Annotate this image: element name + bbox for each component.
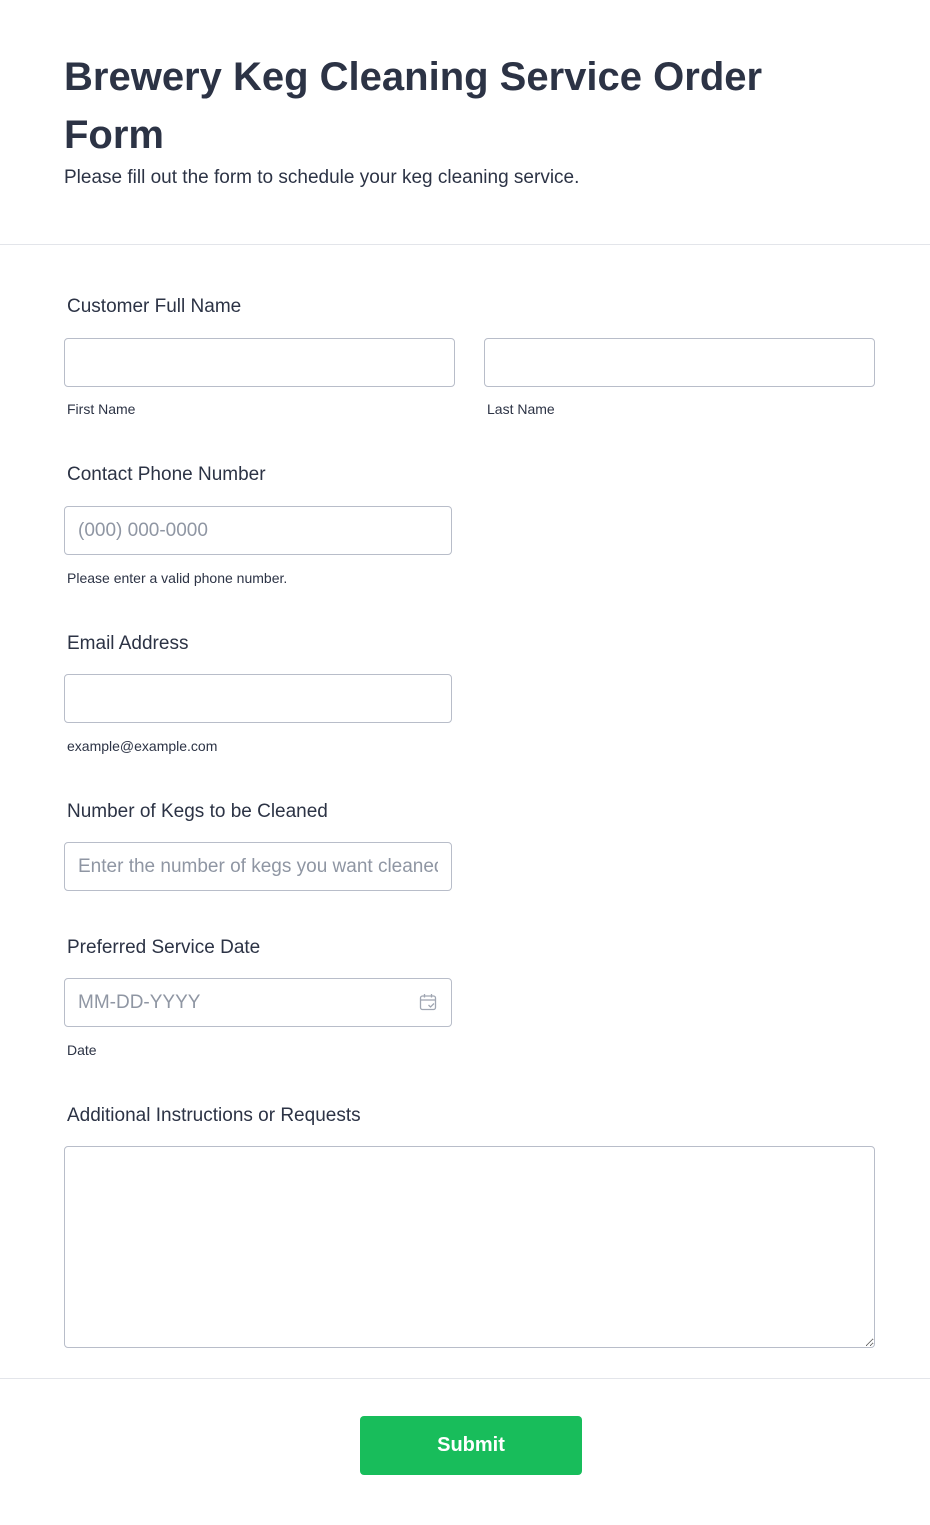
header-divider (0, 244, 930, 245)
full-name-label: Customer Full Name (67, 296, 242, 317)
kegs-input[interactable] (64, 842, 452, 891)
instructions-textarea[interactable] (64, 1146, 875, 1348)
calendar-icon[interactable] (419, 993, 437, 1011)
instructions-label: Additional Instructions or Requests (67, 1105, 361, 1126)
submit-button[interactable]: Submit (360, 1416, 582, 1475)
date-sublabel: Date (67, 1042, 97, 1058)
first-name-input[interactable] (64, 338, 455, 387)
email-label: Email Address (67, 633, 189, 654)
form-header (64, 48, 864, 190)
last-name-sublabel: Last Name (487, 401, 555, 417)
email-hint: example@example.com (67, 738, 218, 754)
last-name-input[interactable] (484, 338, 875, 387)
date-input[interactable] (64, 978, 452, 1027)
form-subtitle: Please fill out the form to schedule your keg cleaning service. (64, 167, 580, 188)
date-label: Preferred Service Date (67, 937, 261, 958)
phone-input[interactable] (64, 506, 452, 555)
form-title: Brewery Keg Cleaning Service Order Form (64, 55, 763, 157)
email-input[interactable] (64, 674, 452, 723)
footer-divider (0, 1378, 930, 1379)
phone-hint: Please enter a valid phone number. (67, 570, 288, 586)
phone-label: Contact Phone Number (67, 464, 266, 485)
first-name-sublabel: First Name (67, 401, 136, 417)
kegs-label: Number of Kegs to be Cleaned (67, 801, 328, 822)
